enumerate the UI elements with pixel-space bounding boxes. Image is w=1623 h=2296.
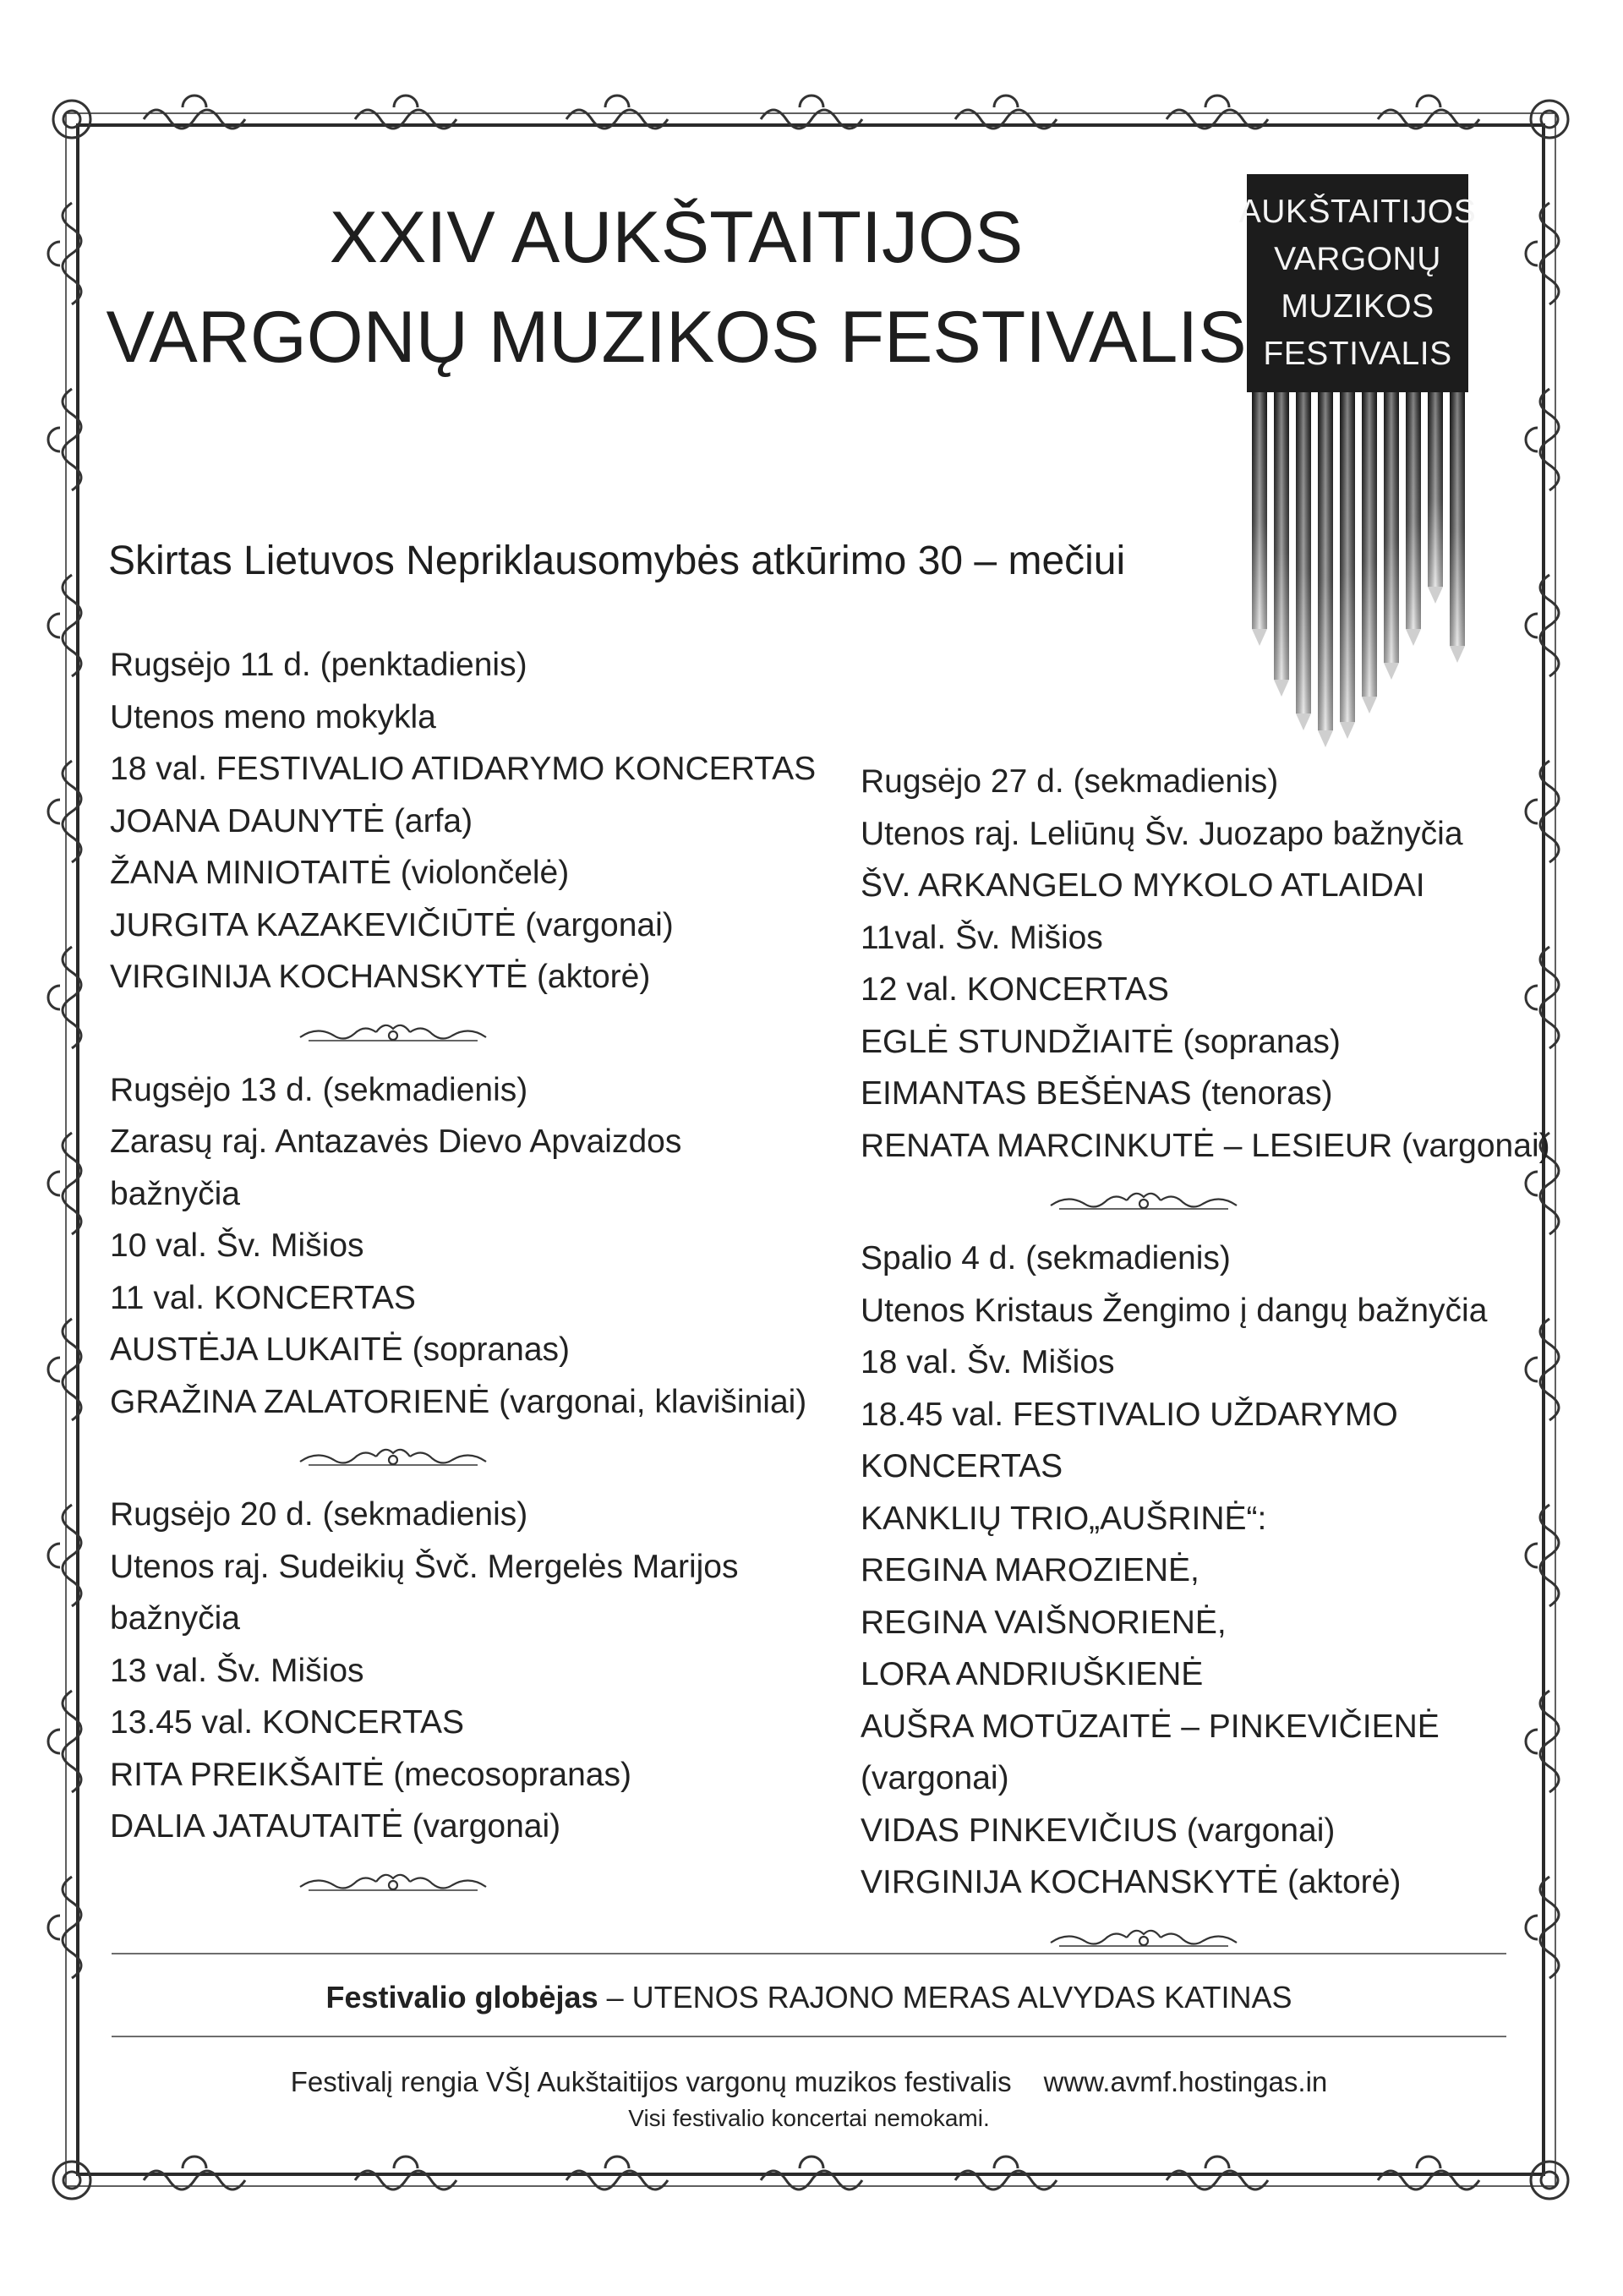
organ-pipe-mouth [1406,629,1421,646]
event-line: 13 val. Šv. Mišios [110,1652,364,1689]
event-line: VIDAS PINKEVIČIUS (vargonai) [861,1812,1336,1849]
logo-line-2: VARGONŲ [1274,241,1441,277]
dedication-subtitle: Skirtas Lietuvos Nepriklausomybės atkūrimo 30 – mečiui [108,538,1126,583]
event-line: DALIA JATAUTAITĖ (vargonai) [110,1808,561,1845]
organ-pipe-shine [1296,392,1311,713]
organizer-text: Festivalį rengia VŠĮ Aukštaitijos vargonų muzikos festivalis [290,2066,1012,2097]
event-separator [110,1003,854,1064]
schedule-left-column [110,639,854,1914]
event-line: KANKLIŲ TRIO„AUŠRINĖ“: [861,1500,1267,1537]
organ-pipe-mouth [1428,587,1443,604]
event-line: 12 val. KONCERTAS [861,971,1169,1008]
event-separator [861,1172,1528,1233]
frame-corner-rosette [1531,101,1568,138]
festival-patron [112,1976,1506,2019]
event-date: Rugsėjo 27 d. (sekmadienis) [861,763,1279,800]
title-line-2: VARGONŲ MUZIKOS FESTIVALIS [106,297,1247,378]
free-concerts-note: Visi festivalio koncertai nemokami. [628,2105,990,2131]
event-line: 13.45 val. KONCERTAS [110,1704,465,1741]
organ-pipe-shine [1450,392,1465,646]
event-line: Utenos raj. Leliūnų Šv. Juozapo bažnyčia [861,815,1463,852]
patron-dash: – [598,1980,632,2014]
organ-pipe-shine [1274,392,1289,680]
event-line: 11val. Šv. Mišios [861,919,1103,956]
organ-pipe-mouth [1340,722,1355,739]
event-date: Rugsėjo 20 d. (sekmadienis) [110,1496,528,1533]
organ-pipe-mouth [1252,629,1267,646]
event-separator [110,1428,854,1489]
logo-text-box [1238,174,1477,392]
event-line: EGLĖ STUNDŽIAITĖ (sopranas) [861,1023,1341,1060]
event-line: ŠV. ARKANGELO MYKOLO ATLAIDAI [861,867,1425,904]
organ-pipe-shine [1362,392,1377,697]
organ-pipe-mouth [1296,713,1311,730]
event-line: KONCERTAS [861,1448,1063,1484]
organ-pipes-icon [1247,392,1468,747]
divider-bottom [112,2036,1506,2037]
organ-pipe-shine [1252,392,1267,629]
organ-pipe-mouth [1318,730,1333,747]
event-block [861,756,1550,1172]
patron-name: UTENOS RAJONO MERAS ALVYDAS KATINAS [631,1980,1292,2014]
flourish-divider-icon [1042,1185,1245,1216]
flourish-divider-icon [292,1017,495,1047]
event-line: 18 val. Šv. Mišios [861,1344,1115,1380]
flourish-divider-icon [292,1441,495,1472]
event-line: Utenos raj. Sudeikių Švč. Mergelės Marijos [110,1548,739,1585]
divider-top [112,1953,1506,1954]
event-date: Rugsėjo 13 d. (sekmadienis) [110,1071,528,1108]
event-line: Utenos meno mokykla [110,698,436,735]
organ-pipe-mouth [1362,697,1377,713]
festival-title [93,188,1260,387]
event-block [110,639,854,1003]
frame-corner-rosette [53,101,90,138]
event-line: EIMANTAS BEŠĖNAS (tenoras) [861,1075,1333,1112]
organ-pipe-shine [1340,392,1355,722]
frame-corner-rosette [53,2162,90,2199]
event-line: AUSTĖJA LUKAITĖ (sopranas) [110,1331,571,1368]
logo-line-3: MUZIKOS [1281,288,1434,325]
event-line: AUŠRA MOTŪZAITĖ – PINKEVIČIENĖ [861,1708,1440,1745]
frame-corner-rosette [1531,2162,1568,2199]
event-date: Spalio 4 d. (sekmadienis) [861,1240,1231,1276]
event-line: RENATA MARCINKUTĖ – LESIEUR (vargonai) [861,1127,1550,1164]
logo-line-4: FESTIVALIS [1263,336,1452,372]
schedule-right-column [861,756,1550,1970]
flourish-divider-icon [292,1867,495,1897]
organ-pipe-shine [1384,392,1399,663]
event-line: (vargonai) [861,1760,1009,1796]
event-line: ŽANA MINIOTAITĖ (violončelė) [110,855,570,891]
logo-line-1: AUKŠTAITIJOS [1238,194,1477,230]
organ-pipe-mouth [1274,680,1289,697]
event-line: 11 val. KONCERTAS [110,1279,416,1316]
event-line: GRAŽINA ZALATORIENĖ (vargonai, klavišiniai) [110,1383,807,1420]
event-line: bažnyčia [110,1175,240,1212]
festival-logo [1238,174,1477,749]
event-date: Rugsėjo 11 d. (penktadienis) [110,647,527,683]
event-block [110,1489,854,1853]
event-line: Zarasų raj. Antazavės Dievo Apvaizdos [110,1123,682,1160]
event-block [110,1064,854,1429]
event-block [861,1233,1528,1909]
organizer-line [112,2063,1506,2102]
organ-pipe-shine [1318,392,1333,730]
organ-pipe-shine [1406,392,1421,629]
event-line: RITA PREIKŠAITĖ (mecosopranas) [110,1756,631,1793]
flourish-divider-icon [1042,1922,1245,1953]
event-line: 10 val. Šv. Mišios [110,1227,364,1264]
organ-pipe-shine [1428,392,1443,587]
event-line: VIRGINIJA KOCHANSKYTĖ (aktorė) [110,959,651,995]
patron-label: Festivalio globėjas [325,1980,598,2014]
event-line: bažnyčia [110,1600,240,1637]
event-line: Utenos Kristaus Žengimo į dangų bažnyčia [861,1292,1488,1329]
event-line: JOANA DAUNYTĖ (arfa) [110,802,473,839]
event-line: VIRGINIJA KOCHANSKYTĖ (aktorė) [861,1864,1402,1900]
event-line: LORA ANDRIUŠKIENĖ [861,1656,1204,1692]
event-line: JURGITA KAZAKEVIČIŪTĖ (vargonai) [110,906,674,943]
event-line: REGINA MAROZIENĖ, [861,1552,1199,1588]
event-line: REGINA VAIŠNORIENĖ, [861,1604,1227,1641]
organ-pipe-mouth [1384,663,1399,680]
event-separator [110,1853,854,1914]
event-separator [861,1909,1528,1970]
title-line-1: XXIV AUKŠTAITIJOS [329,197,1024,278]
website-link[interactable]: www.avmf.hostingas.in [1043,2066,1328,2097]
organ-pipe-mouth [1450,646,1465,663]
event-line: 18 val. FESTIVALIO ATIDARYMO KONCERTAS [110,751,817,787]
event-line: 18.45 val. FESTIVALIO UŽDARYMO [861,1396,1398,1433]
